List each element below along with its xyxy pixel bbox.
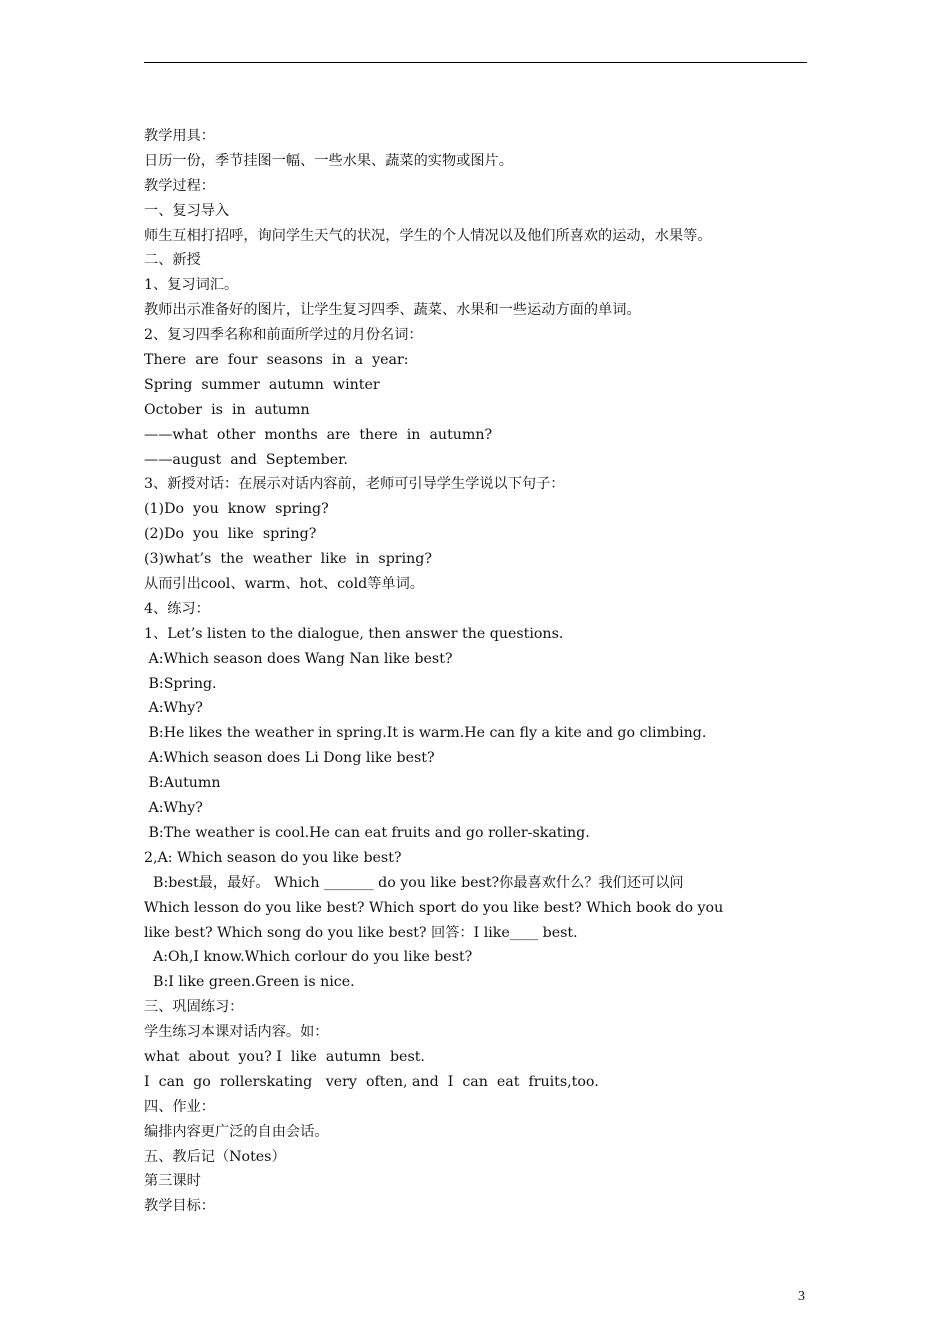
text-line: 教学过程： — [144, 177, 215, 194]
text-line: 1、Let’s listen to the dialogue, then answer the questions. — [144, 625, 564, 642]
text-line: B:I like green.Green is nice. — [144, 974, 355, 991]
text-line: 二、新授 — [144, 252, 201, 269]
text-line: 日历一份，季节挂图一幅、一些水果、蔬菜的实物或图片。 — [144, 152, 513, 169]
text-line: B:He likes the weather in spring.It is warm.He can fly a kite and go climbing. — [144, 725, 707, 742]
document-body — [144, 124, 808, 1219]
text-line: B:Spring. — [144, 675, 217, 692]
text-line: (3)what’s the weather like in spring? — [144, 551, 432, 568]
text-line: Which lesson do you like best? Which sport do you like best? Which book do you — [144, 899, 724, 916]
text-line: (2)Do you like spring? — [144, 526, 317, 543]
text-line: I can go rollerskating very often, and I can eat fruits,too. — [144, 1073, 599, 1090]
text-line: October is in autumn — [144, 401, 310, 418]
text-line: A:Which season does Wang Nan like best? — [144, 650, 453, 667]
text-line: A:Why? — [144, 800, 203, 817]
text-line: 一、复习导入 — [144, 202, 230, 219]
header-rule — [144, 62, 807, 63]
text-line: 五、教后记（Notes） — [144, 1148, 286, 1165]
text-line: 3、新授对话：在展示对话内容前，老师可引导学生学说以下句子： — [144, 476, 565, 493]
page-number: 3 — [798, 1289, 805, 1304]
text-line: Spring summer autumn winter — [144, 376, 380, 393]
text-line: A:Why? — [144, 700, 203, 717]
text-line: ——what other months are there in autumn? — [144, 426, 493, 443]
text-line: 2,A: Which season do you like best? — [144, 849, 402, 866]
text-line: what about you? I like autumn best. — [144, 1048, 425, 1065]
text-line: A:Which season does Li Dong like best? — [144, 750, 435, 767]
text-line: B:best最，最好。 Which _______ do you like best?你最喜欢什么？我们还可以问 — [144, 874, 684, 891]
text-line: 学生练习本课对话内容。如： — [144, 1024, 329, 1041]
text-line: 从而引出cool、warm、hot、cold等单词。 — [144, 576, 424, 593]
text-line: 三、巩固练习： — [144, 999, 244, 1016]
text-line: B:The weather is cool.He can eat fruits and go roller-skating. — [144, 824, 590, 841]
text-line: B:Autumn — [144, 775, 221, 792]
text-line: 四、作业： — [144, 1098, 215, 1115]
text-line: There are four seasons in a year: — [144, 352, 409, 369]
text-line: ——august and September. — [144, 451, 348, 468]
text-line: 教师出示准备好的图片，让学生复习四季、蔬菜、水果和一些运动方面的单词。 — [144, 302, 641, 319]
text-line: 2、复习四季名称和前面所学过的月份名词： — [144, 327, 423, 344]
text-line: 教学目标： — [144, 1198, 215, 1215]
text-line: 第三课时 — [144, 1173, 201, 1190]
text-line: (1)Do you know spring? — [144, 501, 329, 518]
text-line: 4、练习： — [144, 600, 210, 617]
text-line: 1、复习词汇。 — [144, 277, 239, 294]
text-line: A:Oh,I know.Which corlour do you like best? — [144, 949, 473, 966]
text-line: 教学用具： — [144, 128, 215, 144]
text-line: 师生互相打招呼，询问学生天气的状况，学生的个人情况以及他们所喜欢的运动，水果等。 — [144, 227, 712, 244]
text-line: 编排内容更广泛的自由会话。 — [144, 1123, 329, 1140]
text-line: like best? Which song do you like best? 回答：I like____ best. — [144, 924, 578, 941]
